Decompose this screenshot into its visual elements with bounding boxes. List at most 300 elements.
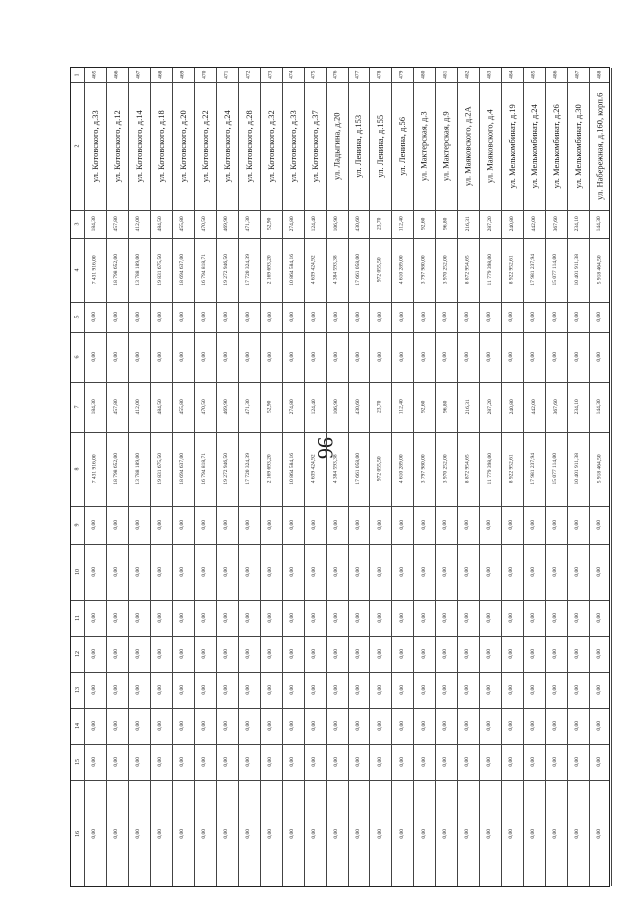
value-cell	[545, 332, 567, 382]
value-cell-text: 0,00	[486, 685, 493, 695]
value-cell	[545, 708, 567, 744]
value-cell	[172, 708, 194, 744]
value-cell-text: 0,00	[113, 312, 120, 322]
value-cell-text: 0,00	[266, 721, 273, 731]
header-cell-text: 15	[74, 759, 81, 765]
value-cell	[172, 332, 194, 382]
value-cell	[194, 744, 216, 780]
value-cell-text: 4 384 593,38	[332, 454, 339, 484]
value-cell-text: 0,00	[179, 649, 186, 659]
value-cell	[216, 432, 238, 506]
value-cell-text: 13 788 189,00	[135, 453, 142, 485]
value-cell	[238, 708, 260, 744]
row-number-cell-text: 481	[442, 70, 449, 80]
address-cell	[282, 82, 304, 210]
value-cell-text: 0,00	[310, 757, 317, 767]
value-cell-text: 0,00	[530, 613, 537, 623]
row-number-cell-text: 471	[222, 70, 229, 80]
value-cell-text: 0,00	[376, 567, 383, 577]
value-cell-text: 0,00	[201, 567, 207, 577]
value-cell-text: 0,00	[113, 520, 120, 530]
value-cell-text: 0,00	[288, 685, 295, 695]
value-cell	[348, 636, 370, 672]
value-cell-text: 471,30	[244, 216, 251, 232]
value-cell	[216, 600, 238, 636]
value-cell-text: 457,80	[113, 216, 120, 232]
value-cell	[545, 432, 567, 506]
address-cell-text: ул. Котовского, д.37	[309, 109, 320, 183]
value-cell-text: 0,00	[508, 721, 515, 731]
value-cell	[589, 382, 611, 432]
value-cell-text: 0,00	[179, 721, 186, 731]
value-cell-text: 0,00	[91, 757, 98, 767]
value-cell-text: 457,80	[113, 399, 120, 415]
row-number-cell	[172, 68, 194, 82]
value-cell-text: 17 981 237,94	[530, 453, 537, 485]
value-cell-text: 0,00	[508, 649, 515, 659]
value-cell	[435, 672, 457, 708]
value-cell-text: 0,00	[113, 567, 120, 577]
value-cell-text: 287,20	[486, 216, 493, 232]
value-cell-text: 0,00	[201, 312, 207, 322]
value-cell	[150, 672, 172, 708]
address-cell-text: ул. Мактерская, д.9	[441, 111, 452, 181]
value-cell	[435, 432, 457, 506]
value-cell-text: 0,00	[508, 520, 515, 530]
address-cell-text: ул. Котовского, д.14	[133, 109, 144, 183]
value-cell	[106, 506, 128, 544]
value-cell-text: 0,00	[486, 757, 493, 767]
value-cell	[128, 780, 150, 888]
row-number-cell	[216, 68, 238, 82]
value-cell-text: 0,00	[398, 520, 405, 530]
value-cell	[216, 780, 238, 888]
value-cell-text: 0,00	[354, 520, 361, 530]
value-cell	[84, 636, 106, 672]
address-cell	[106, 82, 128, 210]
value-cell	[479, 506, 501, 544]
value-cell-text: 0,00	[332, 685, 339, 695]
value-cell	[326, 332, 348, 382]
value-cell	[150, 744, 172, 780]
value-cell	[457, 432, 479, 506]
value-cell	[479, 302, 501, 332]
value-cell	[216, 744, 238, 780]
value-cell-text: 96,80	[442, 217, 449, 231]
value-cell	[435, 744, 457, 780]
value-cell	[369, 636, 391, 672]
address-cell	[348, 82, 370, 210]
value-cell	[391, 332, 413, 382]
value-cell-text: 0,00	[354, 721, 361, 731]
address-cell-text: ул. Маяковского, д.4	[484, 109, 495, 183]
row-number-cell-text: 483	[486, 70, 493, 80]
value-cell-text: 234,10	[574, 216, 581, 232]
value-cell-text: 124,40	[310, 399, 317, 415]
value-cell	[391, 600, 413, 636]
value-cell	[238, 744, 260, 780]
value-cell	[260, 672, 282, 708]
value-cell	[304, 432, 326, 506]
value-cell	[172, 210, 194, 238]
value-cell	[479, 432, 501, 506]
address-cell	[391, 82, 413, 210]
value-cell	[304, 238, 326, 302]
value-cell	[391, 302, 413, 332]
header-cell-text: 6	[74, 355, 81, 359]
row-number-cell	[128, 68, 150, 82]
value-cell	[435, 636, 457, 672]
value-cell	[391, 210, 413, 238]
address-cell	[457, 82, 479, 210]
value-cell-text: 0,00	[464, 520, 471, 530]
value-cell	[523, 600, 545, 636]
address-cell	[479, 82, 501, 210]
value-cell	[523, 432, 545, 506]
header-cell	[71, 672, 84, 708]
value-cell-text: 0,00	[332, 649, 339, 659]
value-cell-text: 0,00	[596, 352, 603, 362]
value-cell-text: 0,00	[222, 613, 229, 623]
value-cell-text: 0,00	[266, 613, 273, 623]
value-cell-text: 0,00	[91, 312, 98, 322]
header-cell	[71, 506, 84, 544]
value-cell	[413, 744, 435, 780]
value-cell	[589, 210, 611, 238]
value-cell-text: 0,00	[596, 685, 603, 695]
value-cell-text: 0,00	[113, 757, 120, 767]
value-cell	[348, 708, 370, 744]
value-cell-text: 0,00	[574, 829, 581, 839]
value-cell	[567, 302, 589, 332]
value-cell	[128, 744, 150, 780]
value-cell	[369, 600, 391, 636]
value-cell	[369, 506, 391, 544]
value-cell-text: 0,00	[486, 352, 493, 362]
value-cell-text: 0,00	[398, 685, 405, 695]
value-cell	[106, 544, 128, 600]
value-cell-text: 442,00	[530, 399, 537, 415]
value-cell	[150, 210, 172, 238]
row-number-cell-text: 478	[376, 70, 383, 80]
address-cell	[501, 82, 523, 210]
value-cell-text: 0,00	[332, 352, 339, 362]
value-cell-text: 0,00	[201, 685, 207, 695]
value-cell-text: 0,00	[508, 757, 515, 767]
header-cell-text: 8	[74, 467, 81, 471]
value-cell	[106, 382, 128, 432]
value-cell	[435, 332, 457, 382]
value-cell	[501, 672, 523, 708]
address-cell-text: ул. Ленина, д.153	[353, 114, 364, 178]
row-number-cell-text: 466	[113, 70, 120, 80]
row-number-cell-text: 467	[135, 70, 142, 80]
value-cell	[391, 544, 413, 600]
value-cell	[216, 636, 238, 672]
value-cell-text: 0,00	[442, 685, 449, 695]
value-cell-text: 106,90	[332, 399, 339, 415]
value-cell-text: 0,00	[464, 757, 471, 767]
value-cell-text: 469,90	[222, 216, 229, 232]
value-cell-text: 0,00	[552, 520, 559, 530]
value-cell-text: 11 779 398,00	[486, 453, 493, 485]
value-cell	[545, 544, 567, 600]
value-cell	[238, 636, 260, 672]
value-cell	[413, 332, 435, 382]
value-cell-text: 19 272 946,50	[222, 453, 229, 485]
value-cell-text: 15 077 114,00	[552, 453, 559, 485]
value-cell	[369, 780, 391, 888]
value-cell	[435, 708, 457, 744]
value-cell-text: 0,00	[244, 613, 251, 623]
value-cell	[238, 432, 260, 506]
row-number-cell	[391, 68, 413, 82]
value-cell	[216, 382, 238, 432]
value-cell	[348, 744, 370, 780]
value-cell	[391, 432, 413, 506]
value-cell-text: 274,80	[288, 399, 295, 415]
row-number-cell-text: 477	[354, 70, 361, 80]
value-cell-text: 471,30	[244, 399, 251, 415]
value-cell-text: 367,60	[552, 399, 559, 415]
value-cell	[238, 332, 260, 382]
value-cell	[479, 600, 501, 636]
value-cell	[348, 672, 370, 708]
value-cell	[260, 432, 282, 506]
value-cell-text: 484,50	[157, 216, 164, 232]
value-cell-text: 0,00	[201, 649, 207, 659]
data-table	[70, 67, 610, 887]
value-cell-text: 0,00	[179, 567, 186, 577]
value-cell	[545, 302, 567, 332]
value-cell	[106, 210, 128, 238]
value-cell-text: 0,00	[420, 312, 427, 322]
value-cell-text: 7 431 916,00	[91, 454, 98, 484]
value-cell-text: 18 694 637,00	[179, 453, 186, 485]
value-cell	[260, 210, 282, 238]
value-cell-text: 0,00	[376, 520, 383, 530]
value-cell-text: 4 639 424,92	[310, 255, 317, 285]
value-cell	[326, 636, 348, 672]
value-cell	[260, 238, 282, 302]
value-cell	[282, 506, 304, 544]
value-cell-text: 0,00	[332, 721, 339, 731]
value-cell-text: 0,00	[376, 757, 383, 767]
value-cell-text: 8 922 952,61	[508, 255, 515, 285]
value-cell-text: 106,90	[332, 216, 339, 232]
value-cell	[326, 432, 348, 506]
value-cell	[238, 238, 260, 302]
value-cell	[523, 708, 545, 744]
value-cell	[589, 600, 611, 636]
value-cell-text: 0,00	[310, 829, 317, 839]
value-cell-text: 0,00	[508, 352, 515, 362]
value-cell-text: 0,00	[310, 613, 317, 623]
value-cell-text: 469,90	[222, 399, 229, 415]
header-cell	[71, 744, 84, 780]
row-number-cell	[435, 68, 457, 82]
value-cell	[479, 636, 501, 672]
value-cell-text: 0,00	[354, 649, 361, 659]
value-cell-text: 0,00	[266, 312, 273, 322]
value-cell-text: 0,00	[135, 757, 142, 767]
value-cell-text: 0,00	[135, 613, 142, 623]
value-cell-text: 0,00	[332, 520, 339, 530]
header-cell	[71, 68, 84, 82]
value-cell-text: 0,00	[135, 721, 142, 731]
value-cell	[523, 636, 545, 672]
address-cell	[589, 82, 611, 210]
row-number-cell	[413, 68, 435, 82]
value-cell	[194, 506, 216, 544]
value-cell-text: 455,80	[179, 216, 186, 232]
value-cell	[413, 544, 435, 600]
value-cell-text: 10 864 584,16	[288, 254, 295, 286]
address-cell-text: ул. Мелькомбинат, д.19	[506, 103, 517, 189]
value-cell	[545, 636, 567, 672]
value-cell	[348, 600, 370, 636]
value-cell-text: 0,00	[486, 649, 493, 659]
value-cell-text: 0,00	[288, 829, 295, 839]
value-cell	[150, 506, 172, 544]
value-cell-text: 0,00	[530, 721, 537, 731]
value-cell-text: 0,00	[420, 829, 427, 839]
value-cell	[150, 636, 172, 672]
value-cell	[326, 672, 348, 708]
header-cell-text: 14	[74, 723, 81, 729]
value-cell-text: 10 401 911,38	[574, 453, 581, 485]
value-cell	[413, 636, 435, 672]
value-cell-text: 0,00	[288, 757, 295, 767]
value-cell	[413, 672, 435, 708]
value-cell	[589, 238, 611, 302]
value-cell	[457, 600, 479, 636]
value-cell-text: 184,30	[91, 399, 98, 415]
value-cell-text: 23,70	[376, 217, 383, 231]
value-cell	[348, 780, 370, 888]
value-cell	[457, 302, 479, 332]
value-cell	[523, 744, 545, 780]
value-cell	[172, 544, 194, 600]
value-cell	[238, 544, 260, 600]
row-number-cell-text: 487	[574, 70, 581, 80]
value-cell-text: 144,30	[596, 399, 603, 415]
address-cell-text: ул. Котовского, д.24	[221, 109, 232, 183]
value-cell-text: 0,00	[244, 567, 251, 577]
value-cell-text: 0,00	[398, 567, 405, 577]
value-cell-text: 0,00	[91, 352, 98, 362]
value-cell-text: 0,00	[398, 829, 405, 839]
value-cell-text: 0,00	[442, 520, 449, 530]
header-cell-text: 12	[74, 651, 81, 657]
value-cell	[84, 544, 106, 600]
value-cell	[589, 302, 611, 332]
header-cell	[71, 332, 84, 382]
value-cell-text: 4 384 593,38	[332, 255, 339, 285]
value-cell	[326, 780, 348, 888]
row-number-cell-text: 482	[464, 70, 471, 80]
value-cell-text: 0,00	[310, 312, 317, 322]
value-cell-text: 0,00	[222, 685, 229, 695]
row-number-cell	[106, 68, 128, 82]
value-cell-text: 18 694 637,00	[179, 254, 186, 286]
value-cell	[523, 544, 545, 600]
value-cell	[369, 744, 391, 780]
value-cell-text: 455,80	[179, 399, 186, 415]
value-cell-text: 23,70	[376, 400, 383, 414]
value-cell-text: 0,00	[354, 613, 361, 623]
value-cell	[326, 544, 348, 600]
address-cell	[238, 82, 260, 210]
value-cell-text: 0,00	[91, 567, 98, 577]
value-cell-text: 184,30	[91, 216, 98, 232]
value-cell-text: 216,31	[464, 216, 471, 232]
value-cell	[391, 382, 413, 432]
row-number-cell-text: 485	[530, 70, 537, 80]
value-cell-text: 0,00	[376, 352, 383, 362]
value-cell	[567, 238, 589, 302]
value-cell-text: 0,00	[464, 685, 471, 695]
row-number-cell	[304, 68, 326, 82]
value-cell-text: 0,00	[552, 757, 559, 767]
value-cell	[348, 544, 370, 600]
header-cell	[71, 636, 84, 672]
value-cell	[304, 506, 326, 544]
value-cell-text: 0,00	[354, 685, 361, 695]
header-cell-text: 10	[74, 569, 81, 575]
value-cell	[150, 302, 172, 332]
value-cell-text: 0,00	[179, 312, 186, 322]
header-cell-text: 11	[74, 615, 81, 621]
value-cell	[238, 506, 260, 544]
row-number-cell-text: 480	[420, 70, 427, 80]
value-cell-text: 11 779 398,00	[486, 254, 493, 286]
value-cell-text: 0,00	[201, 352, 207, 362]
value-cell	[567, 600, 589, 636]
value-cell-text: 0,00	[288, 312, 295, 322]
value-cell	[106, 432, 128, 506]
table-grid	[71, 68, 609, 886]
value-cell	[84, 332, 106, 382]
value-cell-text: 0,00	[464, 312, 471, 322]
value-cell	[567, 332, 589, 382]
value-cell-text: 216,31	[464, 399, 471, 415]
value-cell-text: 0,00	[530, 685, 537, 695]
value-cell	[413, 600, 435, 636]
value-cell	[523, 382, 545, 432]
value-cell-text: 0,00	[135, 312, 142, 322]
row-number-cell	[260, 68, 282, 82]
value-cell-text: 0,00	[266, 567, 273, 577]
value-cell	[238, 600, 260, 636]
value-cell-text: 0,00	[113, 721, 120, 731]
value-cell	[238, 780, 260, 888]
value-cell	[84, 302, 106, 332]
header-cell	[71, 238, 84, 302]
row-number-cell-text: 473	[266, 70, 273, 80]
value-cell-text: 0,00	[574, 352, 581, 362]
value-cell-text: 0,00	[464, 721, 471, 731]
value-cell	[348, 382, 370, 432]
value-cell-text: 0,00	[420, 520, 427, 530]
row-number-cell	[326, 68, 348, 82]
value-cell	[260, 506, 282, 544]
value-cell-text: 412,00	[135, 399, 142, 415]
value-cell-text: 972 055,50	[376, 257, 383, 283]
value-cell-text: 17 720 324,39	[244, 453, 251, 485]
address-cell-text: ул. Котовского, д.28	[243, 109, 254, 183]
value-cell-text: 240,80	[508, 216, 515, 232]
